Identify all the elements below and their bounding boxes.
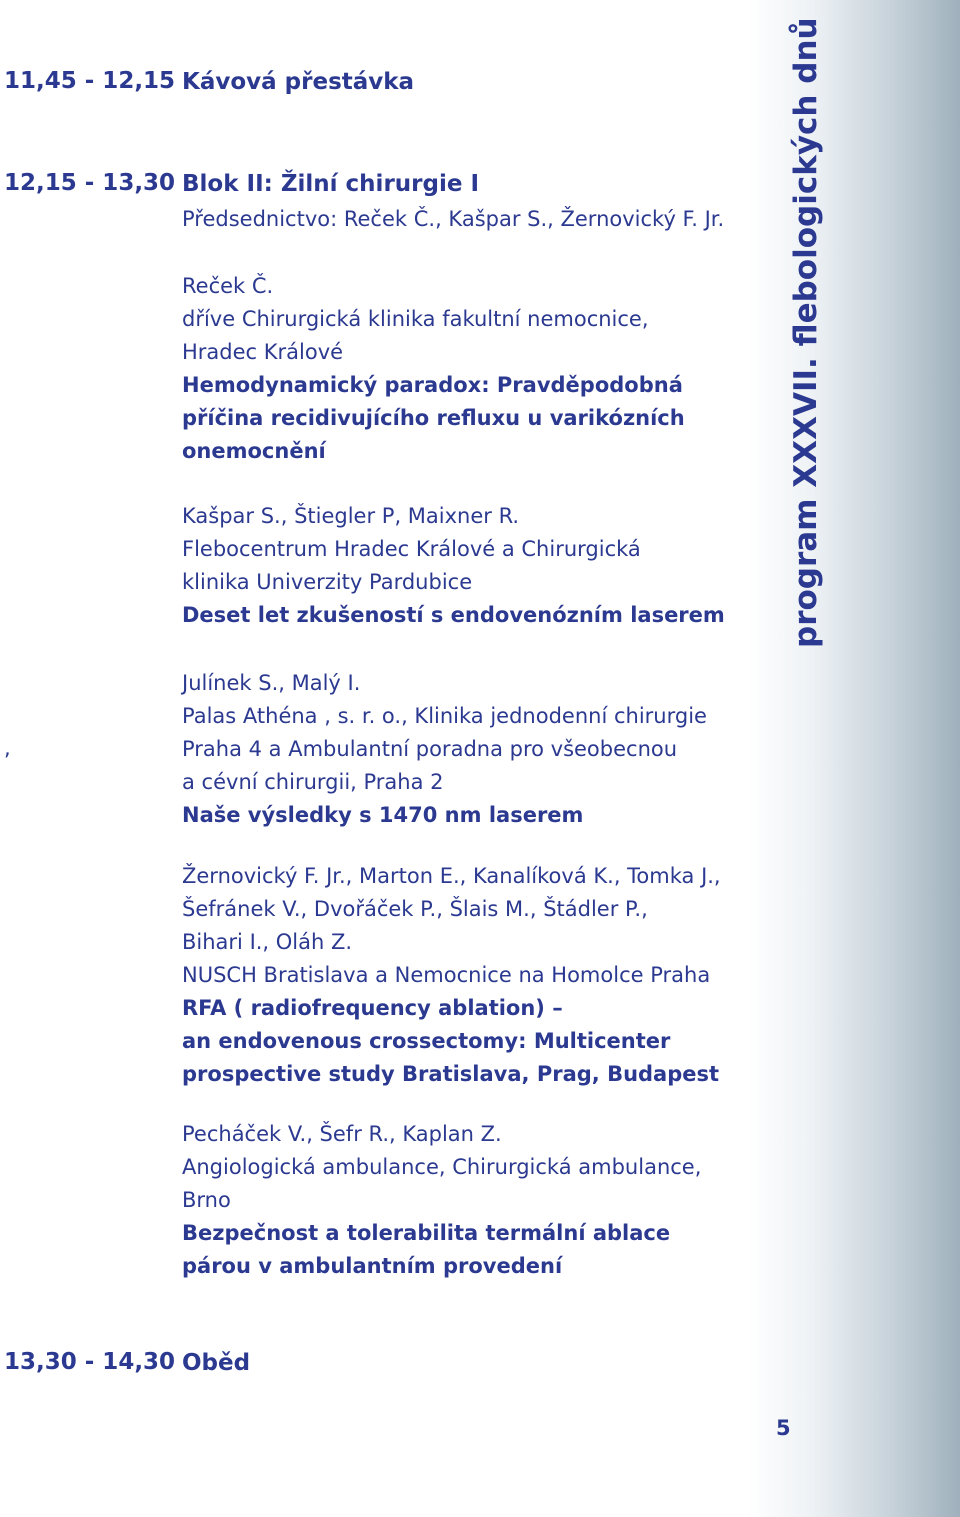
talk-3-authors: Julínek S., Malý I. (182, 671, 361, 695)
talk-4-authors: Šefránek V., Dvořáček P., Šlais M., Štádler P., (182, 897, 648, 921)
talk-4-title: an endovenous crossectomy: Multicenter (182, 1029, 671, 1053)
coffee-break-title: Kávová přestávka (182, 69, 415, 95)
talk-3-title: Naše výsledky s 1470 nm laserem (182, 803, 584, 827)
talk-4-authors: Bihari I., Oláh Z. (182, 930, 353, 954)
talk-2-institution: Flebocentrum Hradec Králové a Chirurgická (182, 537, 641, 561)
margin-mark: , (4, 736, 11, 760)
talk-5-title: Bezpečnost a tolerabilita termální ablace (182, 1221, 671, 1245)
sidebar-title: program XXXVII. flebologických dnů (788, 17, 824, 648)
talk-1-authors: Reček Č. (182, 274, 274, 298)
talk-5-institution: Brno (182, 1188, 231, 1212)
talk-2-title: Deset let zkušeností s endovenózním laserem (182, 603, 725, 627)
talk-3-institution: a cévní chirurgii, Praha 2 (182, 770, 444, 794)
block-time: 12,15 - 13,30 (4, 170, 176, 196)
sidebar-band (748, 0, 960, 1517)
talk-1-institution: dříve Chirurgická klinika fakultní nemocnice, (182, 307, 649, 331)
talk-5-institution: Angiologická ambulance, Chirurgická ambulance, (182, 1155, 702, 1179)
talk-3-institution: Palas Athéna , s. r. o., Klinika jednodenní chirurgie (182, 704, 707, 728)
coffee-break-time: 11,45 - 12,15 (4, 68, 176, 94)
talk-5-authors: Pecháček V., Šefr R., Kaplan Z. (182, 1122, 502, 1146)
lunch-time: 13,30 - 14,30 (4, 1349, 176, 1375)
talk-1-title: příčina recidivujícího refluxu u varikózních (182, 406, 685, 430)
talk-3-institution: Praha 4 a Ambulantní poradna pro všeobecnou (182, 737, 678, 761)
block-title: Blok II: Žilní chirurgie I (182, 171, 480, 197)
block-chair: Předsednictvo: Reček Č., Kašpar S., Žernovický F. Jr. (182, 207, 725, 231)
talk-4-authors: Žernovický F. Jr., Marton E., Kanalíková K., Tomka J., (182, 864, 721, 888)
talk-2-institution: klinika Univerzity Pardubice (182, 570, 473, 594)
talk-1-institution: Hradec Králové (182, 340, 344, 364)
page-number: 5 (776, 1416, 791, 1440)
lunch-title: Oběd (182, 1350, 251, 1376)
talk-2-authors: Kašpar S., Štiegler P, Maixner R. (182, 504, 520, 528)
talk-1-title: Hemodynamický paradox: Pravděpodobná (182, 373, 683, 397)
talk-4-institution: NUSCH Bratislava a Nemocnice na Homolce Praha (182, 963, 711, 987)
talk-4-title: RFA ( radiofrequency ablation) – (182, 996, 563, 1020)
talk-1-title: onemocnění (182, 439, 326, 463)
talk-5-title: párou v ambulantním provedení (182, 1254, 563, 1278)
talk-4-title: prospective study Bratislava, Prag, Budapest (182, 1062, 720, 1086)
